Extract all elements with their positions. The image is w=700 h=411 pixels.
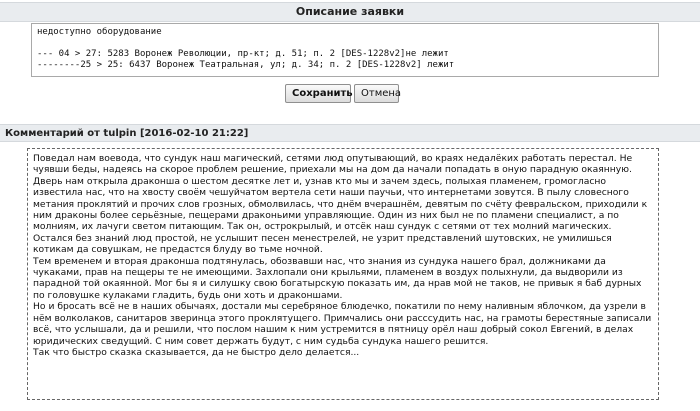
description-textarea[interactable] [31,23,659,77]
comment-paragraph: Тем временем и вторая драконша подтянулась, обозвавши нас, что знания из сундука нашего брал, должниками да чукаками, прав на пещеры те не имеющими. Захлопали они крыльями, пламенем в воздух полыхнули, да выдворили из парадной той окаянной. Мог бы я и силушку свою богатырскую показать им, да нрав мой не таков, не привык я баб дурных по головушке кулаками гладить, будь они хоть и драконшами. [33,255,642,301]
save-button[interactable]: Сохранить [285,84,351,103]
form-buttons [285,84,402,103]
description-line: --- 04 > 27: 5283 Воронеж Революции, пр-кт; д. 51; п. 2 [DES-1228v2]не лежит [37,49,449,59]
cancel-button[interactable]: Отмена [354,84,399,103]
description-header: Описание заявки [0,2,700,22]
description-line: недоступно оборудование [37,27,162,37]
comment-paragraph: Поведал нам воевода, что сундук наш магический, сетями люд опутывающий, во краях недалёких работать перестал. Не чуявши беды, надеясь на скорое проблем решение, приехали мы на дом да начали попадать в оную парадную окаянную. Дверь нам открыла драконша о шестом десятке лет и, узнав кто мы и зачем здесь, полыхая пламенем, громогласно известила нас, что на хвосту своём чешуйчатом вертела сети наши паучьи, что интернетами зовутся. В пылу словесного метания проклятий и прочих слов грозных, обмолвилась, что днём вчерашнём, девятым по счёту февральском, приходили к ним драконы более серьёзные, пещерами драконьими управляющие. Один из них был не по пламени специалист, а по молниям, их лачуги светом питающим. Так он, острокрылый, и отсёк наш сундук с сетями от тех молний магических. Остался без знаний люд простой, не услышит песен менестрелей, не узрит представлений шутовских, не умилишься котикам да совушкам, не предастся блуду во тьме ночной. [33,153,648,256]
comment-paragraph: Но и бросать всё не в наших обычаях, достали мы серебряное блюдечко, покатили по нему наливным яблочком, да узрели в нём волколаков, санитаров зверинца этого проклятущего. Примчались они расссудить нас, на грамоты берестяные записали всё, что услышали, да и решили, что послом нашим к ним устремится в пятницу орёл наш добрый сокол Евгений, в делах юридических сведущий. С ним совет держать будут, с ним судьба сундука нашего решится. [33,301,652,347]
comment-body [27,148,659,400]
comment-header: Комментарий от tulpin [2016-02-10 21:22] [0,124,700,142]
description-line: --------25 > 25: 6437 Воронеж Театральная, ул; д. 34; п. 2 [DES-1228v2] лежит [37,60,455,70]
comment-paragraph: Так что быстро сказка сказывается, да не быстро дело делается... [33,346,360,358]
